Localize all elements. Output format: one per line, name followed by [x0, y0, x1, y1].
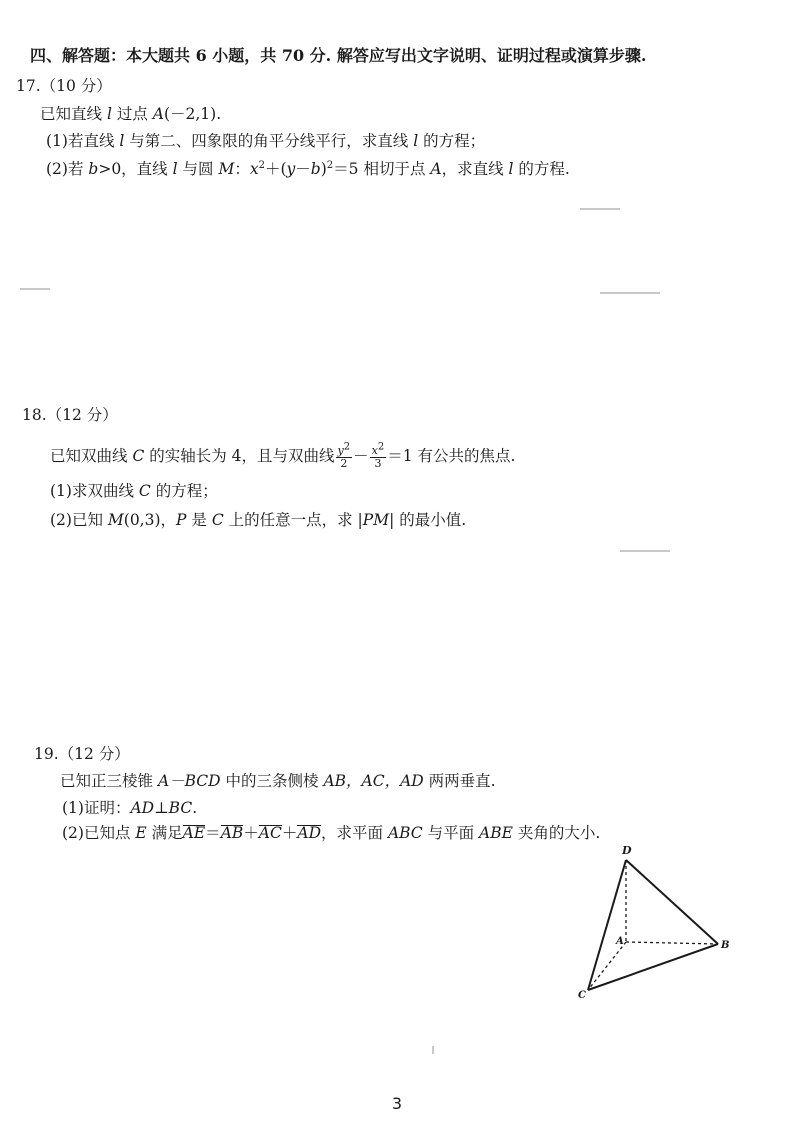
q17-p2-M: M: [218, 160, 235, 178]
scan-noise: [20, 288, 50, 290]
q17-p2-y: y: [286, 160, 296, 178]
vector-AC: AC: [258, 824, 282, 842]
edge-DC: [588, 860, 626, 990]
q18-stem-C: C: [132, 447, 145, 465]
q18-stem-mid: 的实轴长为 4，且与双曲线: [144, 447, 335, 465]
q19-stem-tetra: A－BCD: [157, 772, 221, 790]
q18-p1-suffix: 的方程；: [150, 482, 218, 500]
q18-stem-eq: ＝1 有公共的焦点.: [387, 447, 516, 465]
page-number: 3: [391, 1094, 403, 1113]
q17-p2-b2: b: [310, 160, 321, 178]
vector-AD: AD: [297, 824, 321, 842]
q17-part2: [46, 159, 570, 179]
q17-p1-l: l: [119, 132, 125, 150]
q17-p2-close: ): [320, 160, 327, 178]
q17-p2-prefix: (2)若: [46, 160, 89, 178]
q17-p2-x: x: [249, 160, 259, 178]
q19-vec-eq: ＝: [205, 824, 221, 842]
q18-p2-tail: 上的任意一点，求 |: [223, 511, 363, 529]
q19-p1-suffix: .: [192, 799, 198, 817]
q17-p1-prefix: (1)若直线: [46, 132, 120, 150]
section-heading-text: 四、解答题：本大题共 6 小题，共 70 分. 解答应写出文字说明、证明过程或演算步骤.: [30, 46, 647, 65]
q18-p2-mid: 是: [186, 511, 212, 529]
q19-stem-mid: 中的三条侧棱: [220, 772, 324, 790]
q18-p2-P: P: [176, 511, 187, 529]
q17-p2-A: A: [430, 160, 442, 178]
edge-DB: [626, 860, 718, 944]
q18-fraction-y2-over-2: [336, 440, 353, 470]
q18-p2-coords: (0,3)，: [123, 511, 177, 529]
q17-p2-minus: －: [295, 160, 311, 178]
q17-p2-l2: l: [508, 160, 514, 178]
q18-p2-PM: PM: [362, 511, 390, 529]
q19-p2-ABC: ABC: [387, 824, 423, 842]
q19-stem-edges: AB，AC，AD: [323, 772, 424, 790]
q18-frac1-den: 2: [340, 456, 348, 470]
q17-stem: [40, 104, 221, 124]
q17-p2-b: b: [88, 160, 99, 178]
q18-p2-suffix: | 的最小值.: [389, 511, 467, 529]
q19-p2-mid: 满足: [146, 824, 183, 842]
tetrahedron-figure: [574, 842, 744, 1004]
vector-AB: AB: [220, 824, 244, 842]
q18-header: 18.（12 分）: [22, 406, 118, 424]
q19-p2-tail: ，求平面: [321, 824, 388, 842]
vertex-label-C: C: [578, 990, 586, 1001]
q18-stem: [50, 441, 515, 471]
q18-p2-M: M: [107, 511, 124, 529]
q17-p2-sq1: 2: [258, 159, 265, 171]
q19-p2-with: 与平面: [422, 824, 480, 842]
q17-p1-mid: 与第二、四象限的角平分线平行，求直线: [124, 132, 414, 150]
q17-stem-prefix: 已知直线: [40, 105, 107, 123]
q17-p2-l: l: [172, 160, 178, 178]
q19-p2-ABE: ABE: [479, 824, 513, 842]
q18-frac2-num-pow: 2: [377, 440, 385, 452]
edge-BC: [588, 944, 718, 990]
q19-header: 19.（12 分）: [34, 745, 130, 763]
q17-p2-suffix: 的方程.: [513, 160, 570, 178]
scan-noise: [580, 208, 620, 210]
q19-stem: [60, 771, 496, 791]
q17-p2-plus: ＋(: [264, 160, 287, 178]
q18-frac1-num-pow: 2: [343, 440, 351, 452]
q18-part1: [50, 481, 218, 501]
q17-part1: [46, 131, 485, 151]
q17-stem-l: l: [106, 105, 112, 123]
q17-p1-suffix: 的方程；: [418, 132, 486, 150]
q18-p1-C: C: [138, 482, 151, 500]
q17-p2-eq: ＝5 相切于点: [333, 160, 431, 178]
q17-stem-A: A: [152, 105, 164, 123]
edge-AB: [626, 942, 718, 944]
q17-stem-mid: 过点: [111, 105, 153, 123]
q19-part2: [62, 823, 600, 843]
scan-noise: [600, 292, 660, 294]
q19-p1-AD: AD: [130, 799, 155, 817]
q18-fraction-x2-over-3: [370, 440, 387, 470]
q19-p1-BC: BC: [168, 799, 193, 817]
q17-p2-tail: ，求直线: [441, 160, 509, 178]
q19-vec-plus2: ＋: [281, 824, 298, 842]
scan-noise: [620, 550, 670, 552]
vertex-label-D: D: [622, 844, 632, 857]
q18-p2-prefix: (2)已知: [50, 511, 108, 529]
vertex-label-B: B: [721, 940, 730, 951]
q17-p2-sq2: 2: [326, 159, 334, 171]
q18-frac2-num-var: x: [371, 443, 378, 457]
q19-vec-plus1: ＋: [243, 824, 259, 842]
q18-frac1-num-var: y: [337, 443, 344, 457]
q17-p2-colon: ：: [234, 160, 250, 178]
q18-frac2-den: 3: [374, 456, 382, 470]
q18-part2: [50, 510, 466, 530]
q19-stem-suffix: 两两垂直.: [423, 772, 496, 790]
q18-p2-C: C: [211, 511, 224, 529]
vector-AE: AE: [182, 824, 206, 842]
q19-p1-prefix: (1)证明：: [62, 799, 131, 817]
section-heading: [30, 46, 646, 66]
vertex-label-A: A: [616, 936, 624, 947]
q19-p1-perp: ⊥: [154, 799, 169, 817]
q19-stem-prefix: 已知正三棱锥: [60, 772, 158, 790]
q19-p2-prefix: (2)已知点: [62, 824, 136, 842]
q18-p1-prefix: (1)求双曲线: [50, 482, 139, 500]
q19-part1: [62, 798, 197, 818]
scan-noise: [432, 1046, 434, 1054]
q17-p2-mid: 与圆: [177, 160, 219, 178]
q19-p2-suffix: 夹角的大小.: [512, 824, 601, 842]
q18-stem-prefix: 已知双曲线: [50, 447, 133, 465]
q17-stem-coords: (－2,1).: [163, 105, 222, 123]
q19-p2-E: E: [135, 824, 147, 842]
q18-frac-minus: －: [353, 447, 369, 465]
q17-p1-l2: l: [413, 132, 419, 150]
q17-header: 17.（10 分）: [16, 77, 112, 95]
q17-p2-gt: >0，直线: [98, 160, 173, 178]
